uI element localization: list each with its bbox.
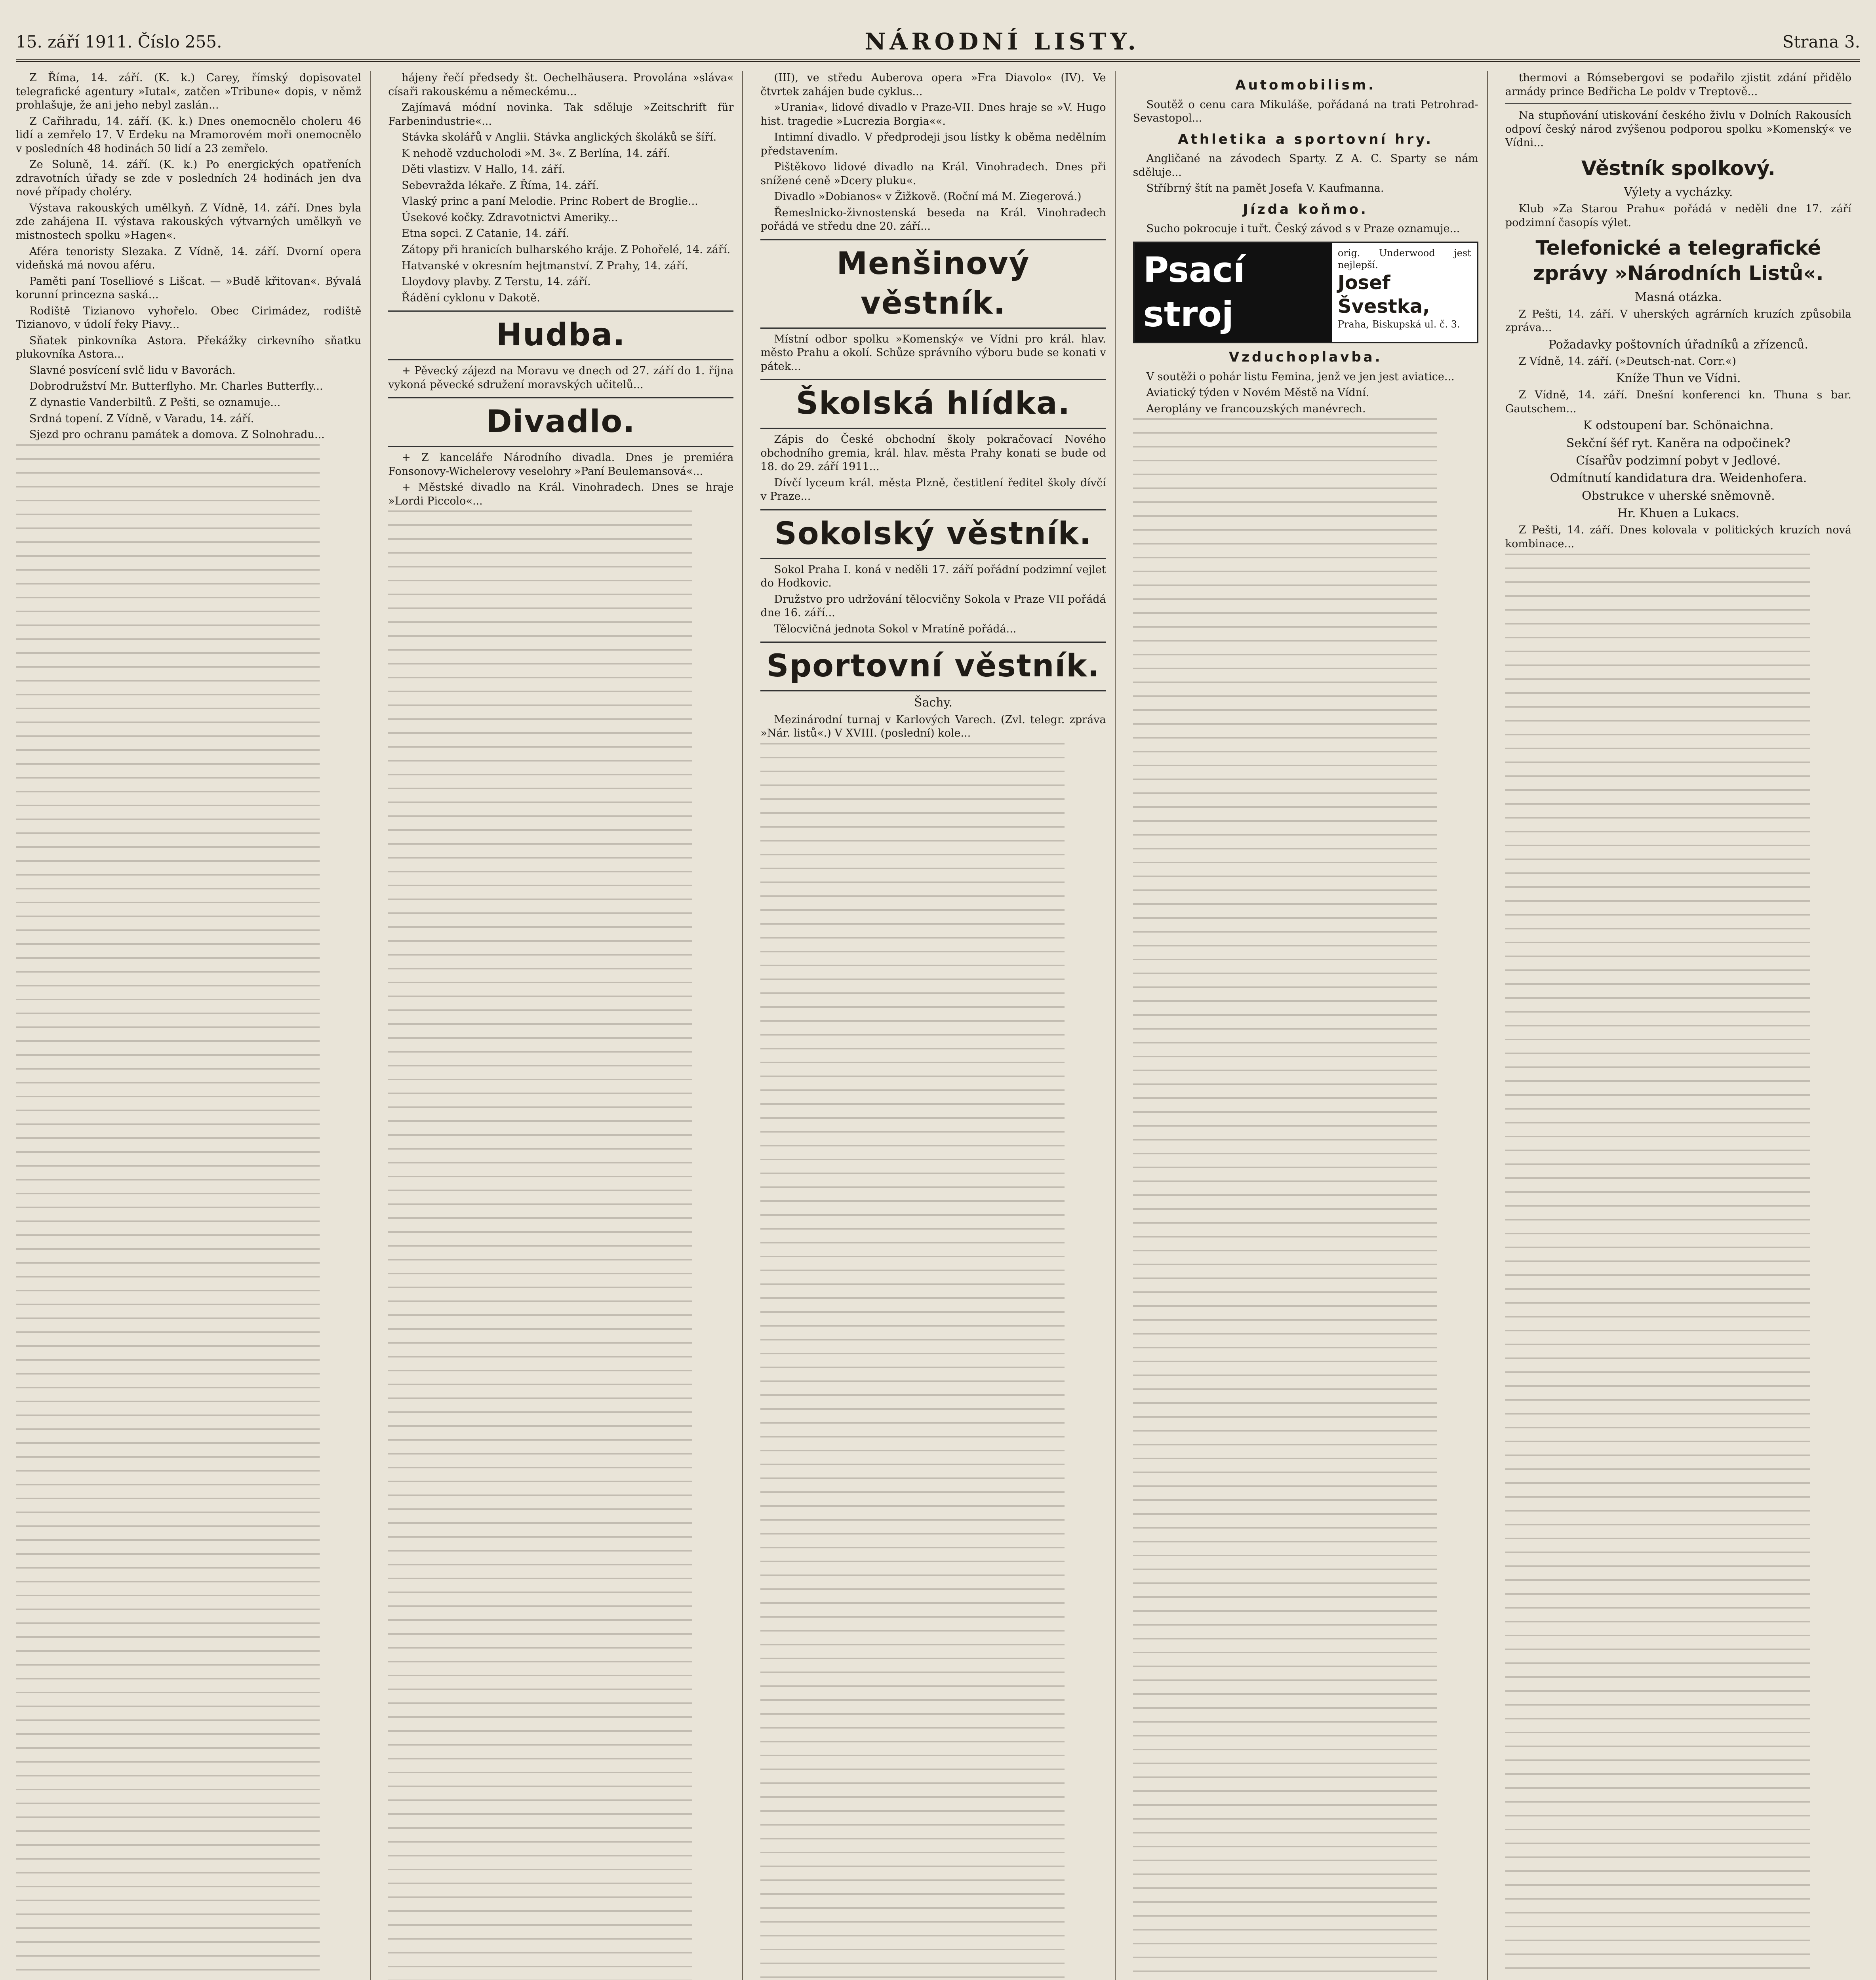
- article: Pištěkovo lidové divadlo na Král. Vinohradech. Dnes při snížené ceně »Dcery pluku«.: [760, 161, 1106, 187]
- article: Řádění cyklonu v Dakotě.: [402, 291, 540, 304]
- article: Stříbrný štít na pamět Josefa V. Kaufmanna.: [1146, 182, 1384, 195]
- article: K nehodě vzducholodi »M. 3«. Z Berlína, 14. září.: [402, 147, 670, 160]
- article: hájeny řečí předsedy št. Oechelhäusera. Provolána »sláva« císaři rakouskému a německému...: [388, 72, 734, 98]
- article: Zápis do České obchodní školy pokračovací Nového obchodního gremia, král. hlav. města Prahy konati se bude od 18. do 29. září 1911...: [760, 433, 1106, 473]
- article: + Městské divadlo na Král. Vinohradech. Dnes se hraje »Lordi Piccolo«...: [388, 481, 734, 507]
- article: (III), ve středu Auberova opera »Fra Diavolo« (IV). Ve čtvrtek zahájen bude cyklus...: [760, 72, 1106, 98]
- section-heading-horse-riding: Jízda koňmo.: [1243, 201, 1368, 217]
- columns: [16, 71, 1860, 1980]
- article: Etna sopci. Z Catanie, 14. září.: [402, 227, 569, 240]
- article: Na stupňování utiskování českého živlu v Dolních Rakousích odpoví český národ zvýšenou podporou spolku »Komenský« ve Vídni...: [1505, 109, 1851, 149]
- article: Družstvo pro udržování tělocvičny Sokola v Praze VII pořádá dne 16. září...: [760, 593, 1106, 619]
- article: Klub »Za Starou Prahu« pořádá v neděli dne 17. září podzimní časopís výlet.: [1505, 203, 1851, 229]
- column-5: [1505, 71, 1860, 1980]
- article: Intimní divadlo. V předprodeji jsou lístky k oběma nedělním představením.: [760, 131, 1106, 157]
- section-heading-automobilism: Automobilism.: [1235, 77, 1376, 93]
- subheading: Kníže Thun ve Vídni.: [1616, 371, 1741, 385]
- article: Sebevražda lékaře. Z Říma, 14. září.: [402, 179, 599, 192]
- subheading-chess: Šachy.: [914, 696, 953, 710]
- article: + Z kanceláře Národního divadla. Dnes je premiéra Fonsonovy-Wichelerovy veselohry »Paní Beulemansová«...: [388, 451, 734, 478]
- article: + Pěvecký zájezd na Moravu ve dnech od 27. září do 1. října vykoná pěvecké sdružení moravských učitelů...: [388, 365, 734, 391]
- subheading-trips: Výlety a vycházky.: [1624, 185, 1733, 199]
- article: Srdná topení. Z Vídně, v Varadu, 14. září.: [29, 412, 254, 425]
- divider: [1505, 103, 1851, 104]
- article: Řemeslnicko-živnostenská beseda na Král. Vinohradech pořádá ve středu dne 20. září...: [760, 206, 1106, 233]
- column-2: [388, 71, 743, 1980]
- page-number: Strana 3.: [1782, 32, 1860, 51]
- article: Tělocvičná jednota Sokol v Mratíně pořádá...: [774, 623, 1017, 635]
- article: Angličané na závodech Sparty. Z A. C. Sparty se nám sděluje...: [1133, 152, 1478, 179]
- article: Lloydovy plavby. Z Terstu, 14. září.: [402, 276, 591, 288]
- section-heading-clubs: Věstník spolkový.: [1581, 156, 1775, 180]
- article: Aviatický týden v Novém Městě na Vídní.: [1146, 386, 1369, 399]
- body-text-lines: [1133, 418, 1478, 1980]
- page-header: [16, 24, 1860, 62]
- section-heading-aviation: Vzduchoplavba.: [1228, 349, 1383, 366]
- article: »Urania«, lidové divadlo v Praze-VII. Dnes hraje se »V. Hugo hist. tragedie »Lucrezia Borgia««.: [760, 101, 1106, 128]
- body-text-lines: [760, 743, 1106, 1980]
- article: Sjezd pro ochranu památek a domova. Z Solnohradu...: [29, 428, 325, 441]
- article: Slavné posvícení svlč lidu v Bavorách.: [29, 364, 236, 377]
- column-3: [760, 71, 1115, 1980]
- ad-details: [1332, 243, 1477, 342]
- body-text-lines: [16, 444, 361, 1980]
- article: Zajímavá módní novinka. Tak sděluje »Zeitschrift für Farbenindustrie«...: [388, 101, 734, 128]
- article: Zátopy při hranicích bulharského kráje. Z Pohořelé, 14. září.: [402, 244, 730, 256]
- article: Stávka skolářů v Anglii. Stávka anglických školáků se šíří.: [402, 131, 717, 144]
- article: Soutěž o cenu cara Mikuláše, pořádaná na trati Petrohrad-Sevastopol...: [1133, 98, 1478, 125]
- subheading: Hr. Khuen a Lukacs.: [1617, 506, 1740, 521]
- body-text-lines: [388, 510, 733, 1980]
- subheading: Císařův podzimní pobyt v Jedlové.: [1576, 453, 1781, 468]
- section-heading-minority: Menšinový věstník.: [760, 239, 1106, 329]
- section-heading-athletics: Athletika a sportovní hry.: [1178, 131, 1434, 147]
- ad-address: Praha, Biskupská ul. č. 3.: [1337, 318, 1460, 330]
- article: Z Pešti, 14. září. Dnes kolovala v politických kruzích nová kombinace...: [1505, 524, 1851, 550]
- article: Z Vídně, 14. září. (»Deutsch-nat. Corr.«): [1518, 355, 1736, 368]
- issue-date: 15. září 1911. Číslo 255.: [16, 32, 222, 51]
- article: Rodiště Tizianovo vyhořelo. Obec Cirimádez, rodiště Tizianovo, v údolí řeky Piavy...: [16, 305, 362, 331]
- article: Z Vídně, 14. září. Dnešní konferenci kn. Thuna s bar. Gautschem...: [1505, 389, 1851, 415]
- body-text-lines: [1505, 554, 1851, 1980]
- article: Dívčí lyceum král. města Plzně, čestitlení ředitel školy dívčí v Praze...: [760, 476, 1106, 503]
- typewriter-advertisement: [1133, 242, 1478, 343]
- section-heading-sports: Sportovní věstník.: [760, 642, 1106, 691]
- article: Dobrodružství Mr. Butterflyho. Mr. Charles Butterfly...: [29, 380, 323, 393]
- article: Aeroplány ve francouzských manévrech.: [1146, 402, 1366, 415]
- article: Hatvanské v okresním hejtmanství. Z Prahy, 14. září.: [402, 259, 688, 272]
- column-4: [1133, 71, 1488, 1980]
- subheading: Sekční šéf ryt. Kaněra na odpočinek?: [1566, 436, 1790, 450]
- article: Z dynastie Vanderbiltů. Z Pešti, se oznamuje...: [29, 396, 281, 409]
- article: Z Pešti, 14. září. V uherských agrárních kruzích způsobila zpráva...: [1505, 308, 1851, 334]
- article: Sňatek pinkovníka Astora. Překážky cirkevního sňatku plukovníka Astora...: [16, 334, 362, 361]
- ad-headline: Psací stroj: [1135, 243, 1332, 342]
- article: thermovi a Rómsebergovi se podařilo zjistit zdání přidělo armády prince Bedřicha Le poldv v Treptově...: [1505, 72, 1851, 98]
- article: Výstava rakouských umělkyň. Z Vídně, 14. září. Dnes byla zde zahájena II. výstava rakouských výtvarných umělkyň ve mistnostech spolku »Hagen«.: [16, 202, 362, 242]
- subheading: Masná otázka.: [1634, 290, 1722, 305]
- article: Sucho pokrocuje i tuřt. Český závod s v Praze oznamuje...: [1146, 223, 1460, 235]
- section-heading-telegraph: Telefonické a telegrafické zprávy »Národních Listů«.: [1533, 236, 1824, 285]
- article: Z Říma, 14. září. (K. k.) Carey, římský dopisovatel telegrafické agentury »Iutal«, zatčen »Tribune« dopis, v němž prohlašuje, že ani jeho nebyl zaslán...: [16, 72, 362, 112]
- subheading: Požadavky poštovních úřadníků a zřízenců.: [1548, 337, 1808, 352]
- masthead: NÁRODNÍ LISTY.: [865, 28, 1140, 55]
- article: Ze Soluně, 14. září. (K. k.) Po energických opatřeních zdravotních úřady se zde v posledních 24 hodinách jen dva nové případy choléry.: [16, 158, 362, 198]
- article: Sokol Praha I. koná v neděli 17. září pořádní podzimní vejlet do Hodkovic.: [760, 563, 1106, 590]
- section-heading-sokol: Sokolský věstník.: [760, 509, 1106, 559]
- section-heading-music: Hudba.: [388, 310, 733, 360]
- subheading: Odmítnutí kandidatura dra. Weidenhofera.: [1550, 471, 1807, 485]
- article: Děti vlastizv. V Hallo, 14. září.: [402, 163, 566, 176]
- column-1: [16, 71, 371, 1980]
- article: Divadlo »Dobianos« v Žižkově. (Roční má M. Ziegerová.): [774, 190, 1082, 203]
- article: Z Cařihradu, 14. září. (K. k.) Dnes onemocnělo choleru 46 lidí a zemřelo 17. V Erdeku na Mramorovém moři onemocnělo v posledních 48 hodinách 50 lidí a 23 zemřelo.: [16, 115, 362, 155]
- ad-tagline: orig. Underwood jest nejlepší.: [1337, 247, 1471, 270]
- article: Vlaský princ a paní Melodie. Princ Robert de Broglie...: [402, 195, 698, 208]
- ad-company-name: Josef Švestka,: [1337, 271, 1430, 318]
- section-heading-school: Školská hlídka.: [760, 379, 1106, 429]
- article: Aféra tenoristy Slezaka. Z Vídně, 14. září. Dvorní opera videňská má novou aféru.: [16, 245, 362, 272]
- subheading: K odstoupení bar. Schönaichna.: [1583, 419, 1774, 433]
- article: V soutěži o pohár listu Femina, jenž ve jen jest aviatice...: [1146, 370, 1455, 383]
- subheading: Obstrukce v uherské sněmovně.: [1581, 489, 1775, 503]
- section-heading-theatre: Divadlo.: [388, 397, 733, 447]
- article: Mezinárodní turnaj v Karlových Varech. (Zvl. telegr. zpráva »Nár. listů«.) V XVIII. (poslední) kole...: [760, 713, 1106, 740]
- article: Úsekové kočky. Zdravotnictvi Ameriky...: [402, 211, 618, 224]
- article: Paměti paní Toselliové s Lišcat. — »Budě křitovan«. Bývalá korunní princezna saská...: [16, 275, 362, 301]
- article: Místní odbor spolku »Komenský« ve Vídni pro král. hlav. město Prahu a okolí. Schůze správního výboru bude se konati v pátek...: [760, 333, 1106, 373]
